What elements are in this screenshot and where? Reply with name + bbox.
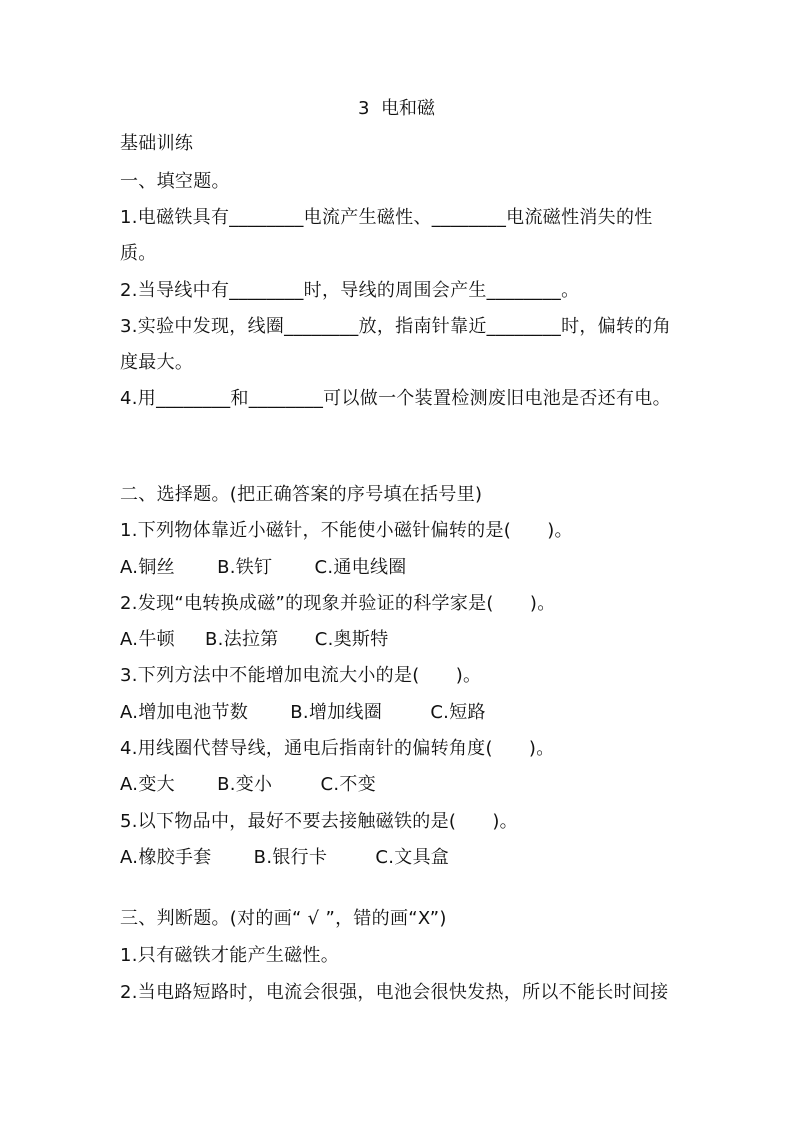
choice-options: A.橡胶手套 B.银行卡 C.文具盒	[120, 847, 450, 868]
section-subtitle: 基础训练	[120, 133, 194, 154]
document-title: 3 电和磁	[358, 98, 435, 119]
fill-blank-line: 质。	[120, 243, 157, 264]
choice-question: 5.以下物品中，最好不要去接触磁铁的是( )。	[120, 811, 518, 832]
choice-question: 1.下列物体靠近小磁针，不能使小磁针偏转的是( )。	[120, 520, 573, 541]
choice-question: 3.下列方法中不能增加电流大小的是( )。	[120, 665, 482, 686]
fill-blank-line: 1.电磁铁具有________电流产生磁性、________电流磁性消失的性	[120, 207, 653, 228]
judge-statement: 1.只有磁铁才能产生磁性。	[120, 945, 340, 966]
judge-statement: 2.当电路短路时，电流会很强，电池会很快发热，所以不能长时间接	[120, 982, 669, 1003]
fill-blank-heading: 一、填空题。	[120, 171, 230, 192]
fill-blank-line: 2.当导线中有________时，导线的周围会产生________。	[120, 280, 580, 301]
choice-question: 2.发现“电转换成磁”的现象并验证的科学家是( )。	[120, 593, 556, 614]
judge-heading: 三、判断题。(对的画“ √ ”，错的画“X”)	[120, 908, 447, 929]
choice-question: 4.用线圈代替导线，通电后指南针的偏转角度( )。	[120, 738, 555, 759]
choice-options: A.牛顿 B.法拉第 C.奥斯特	[120, 629, 389, 650]
choice-options: A.变大 B.变小 C.不变	[120, 774, 377, 795]
choice-heading: 二、选择题。(把正确答案的序号填在括号里)	[120, 484, 483, 505]
fill-blank-line: 3.实验中发现，线圈________放，指南针靠近________时，偏转的角	[120, 316, 671, 337]
fill-blank-line: 4.用________和________可以做一个装置检测废旧电池是否还有电。	[120, 388, 671, 409]
choice-options: A.增加电池节数 B.增加线圈 C.短路	[120, 702, 486, 723]
choice-options: A.铜丝 B.铁钉 C.通电线圈	[120, 557, 407, 578]
fill-blank-line: 度最大。	[120, 352, 194, 373]
